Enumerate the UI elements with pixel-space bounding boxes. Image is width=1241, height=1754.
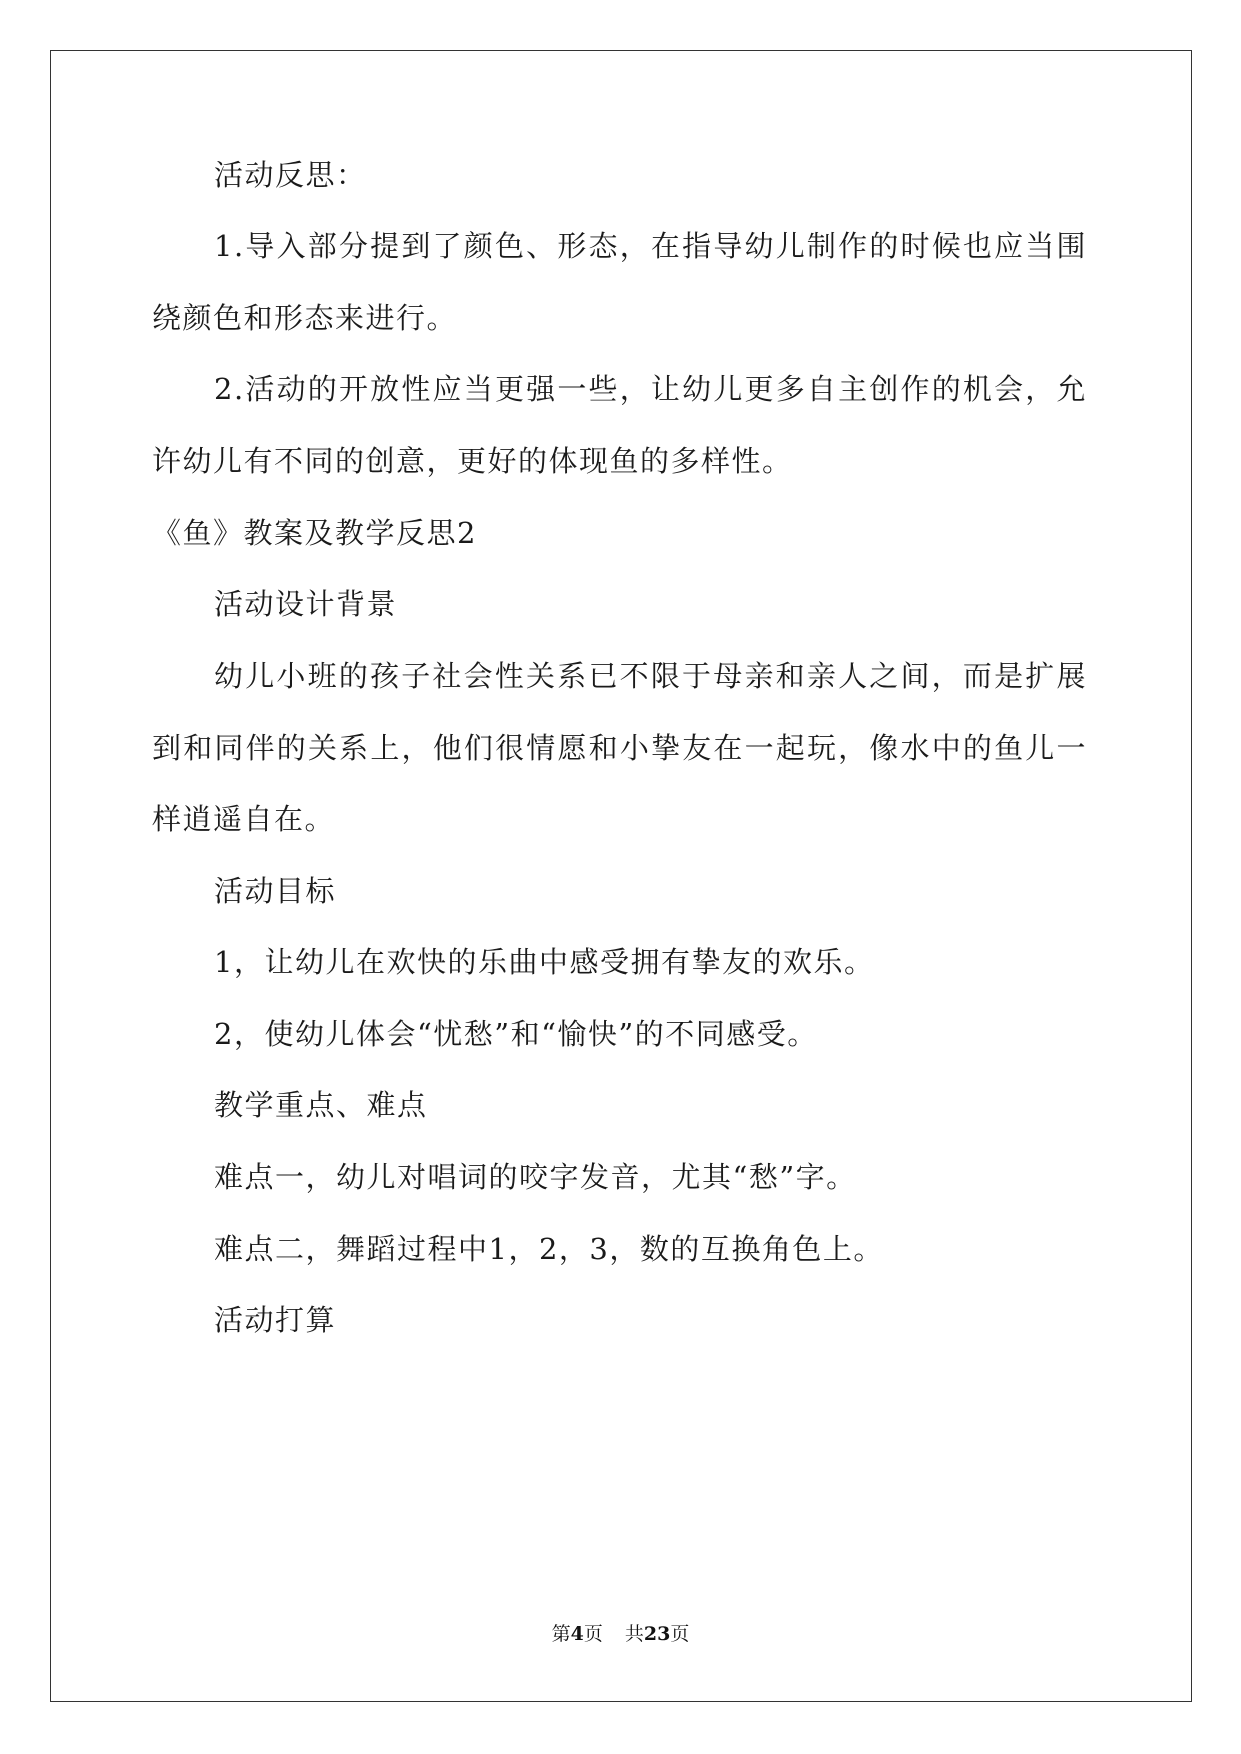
page-number: 4 <box>570 1623 584 1645</box>
paragraph-line: 难点二，舞蹈过程中1，2，3，数的互换角色上。 <box>214 1232 884 1266</box>
footer-total-prefix: 共 <box>624 1623 644 1645</box>
paragraph-line: 1.导入部分提到了颜色、形态，在指导幼儿制作的时候也应当围 <box>214 229 1087 263</box>
paragraph-line: 活动反思： <box>214 158 367 192</box>
paragraph-line: 难点一，幼儿对唱词的咬字发音，尤其“愁”字。 <box>214 1160 857 1194</box>
footer-prefix: 第 <box>551 1623 571 1645</box>
heading-line: 活动目标 <box>214 874 337 908</box>
heading-line: 活动设计背景 <box>214 587 398 621</box>
paragraph-line: 2.活动的开放性应当更强一些，让幼儿更多自主创作的机会，允 <box>214 372 1087 406</box>
section-title: 《鱼》教案及教学反思2 <box>152 516 477 550</box>
paragraph-line: 样逍遥自在。 <box>152 802 336 836</box>
paragraph-line: 1，让幼儿在欢快的乐曲中感受拥有挚友的欢乐。 <box>214 945 875 979</box>
footer-page-suffix: 页 <box>583 1623 603 1645</box>
page-footer <box>0 1622 1241 1646</box>
paragraph-line: 绕颜色和形态来进行。 <box>152 301 458 335</box>
heading-line: 活动打算 <box>214 1303 337 1337</box>
paragraph-line: 许幼儿有不同的创意，更好的体现鱼的多样性。 <box>152 444 793 478</box>
paragraph-line: 2，使幼儿体会“忧愁”和“愉快”的不同感受。 <box>214 1017 818 1051</box>
paragraph-line: 幼儿小班的孩子社会性关系已不限于母亲和亲人之间，而是扩展 <box>214 659 1087 693</box>
heading-line: 教学重点、难点 <box>214 1088 428 1122</box>
paragraph-line: 到和同伴的关系上，他们很情愿和小挚友在一起玩，像水中的鱼儿一 <box>152 731 1087 765</box>
total-pages: 23 <box>643 1623 671 1645</box>
footer-total-suffix: 页 <box>670 1623 690 1645</box>
